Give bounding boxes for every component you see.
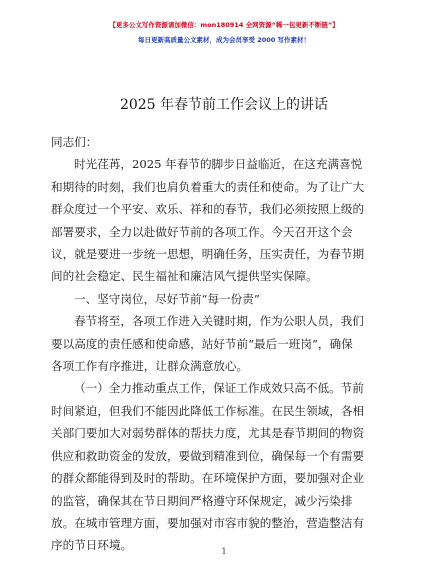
paragraph-line: 供应和救助资金的发放，要做到精准到位，确保每一个有需要 <box>51 448 365 463</box>
paragraph-line: 时光荏苒，2025 年春节的脚步日益临近，在这充满喜悦 <box>74 157 363 172</box>
paragraph-line: 要以高度的责任感和使命感，站好节前“最后一班岗”，确保 <box>51 336 353 351</box>
paragraph-line: 关部门要加大对弱势群体的帮扶力度，尤其是春节期间的物资 <box>51 426 365 441</box>
paragraph-opening <box>51 153 399 287</box>
paragraph-line: 群众度过一个平安、欢乐、祥和的春节，我们必须按照上级的 <box>51 202 365 217</box>
paragraph-subsection-1 <box>51 377 399 556</box>
page-number: 1 <box>221 547 227 556</box>
promo-banner-red: 【更多公文写作资源请加微信：mon180914 全网资源“稀一包更新不断链”】 <box>109 21 339 29</box>
section-heading-line: 一、坚守岗位，尽好节前“每一份责” <box>74 291 260 306</box>
promo-banner-blue: 每日更新高质量公文素材，成为会员享受 2000 写作素材！ <box>137 36 311 44</box>
paragraph-section-intro <box>51 310 399 377</box>
section-heading <box>51 288 399 310</box>
paragraph-line: 序的节日环境。 <box>51 538 133 553</box>
paragraph-line: 的群众都能得到及时的帮助。在环境保护方面，要加强对企业 <box>51 471 365 486</box>
paragraph-line: 议，就是要进一步统一思想，明确任务，压实责任，为春节期 <box>51 247 365 262</box>
paragraph-line: 各项工作有序推进，让群众满意放心。 <box>51 359 249 374</box>
paragraph-line: 部署要求，全力以赴做好节前的各项工作。今天召开这个会 <box>51 224 353 239</box>
salutation-line: 同志们： <box>51 135 98 149</box>
document-title: 2025 年春节前工作会议上的讲话 <box>119 97 329 113</box>
paragraph-line: 春节将至，各项工作进入关键时期，作为公职人员，我们 <box>74 314 364 329</box>
paragraph-line: （一）全力推动重点工作，保证工作成效只高不低。节前 <box>74 381 364 396</box>
paragraph-line: 的监管，确保其在节日期间严格遵守环保规定，减少污染排 <box>51 493 353 508</box>
paragraph-line: 间的社会稳定、民生福祉和廉洁风气提供坚实保障。 <box>51 269 318 284</box>
paragraph-line: 放。在城市管理方面，要加强对市容市貌的整治，营造整洁有 <box>51 515 365 530</box>
paragraph-line: 和期待的时刻，我们也肩负着重大的责任和使命。为了让广大 <box>51 179 365 194</box>
document-body <box>51 131 399 557</box>
paragraph-line: 时间紧迫，但我们不能因此降低工作标准。在民生领域，各相 <box>51 403 365 418</box>
salutation <box>51 131 399 153</box>
